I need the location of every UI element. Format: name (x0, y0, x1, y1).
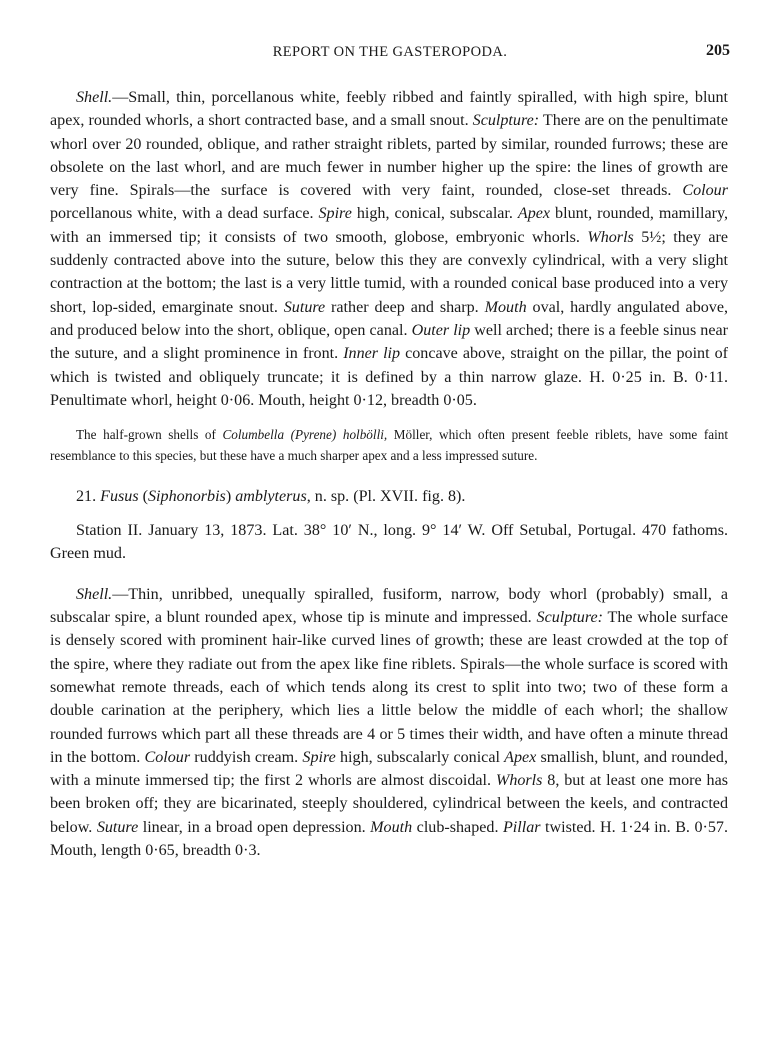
species-heading: 21. Fusus (Siphonorbis) amblyterus, n. sp. (Pl. XVII. fig. 8). (76, 488, 466, 506)
fusus-description-paragraph (50, 583, 728, 863)
apex-text: blunt, rounded, mamillary, with an immersed tip; it consists of two smooth, globose, embryonic whorls. (50, 205, 728, 246)
page-number: 205 (706, 42, 730, 59)
shell-text: —Thin, unribbed, unequally spiralled, fusiform, narrow, body whorl (probably) small, a subscalar spire, a blunt rounded apex, whose tip is minute and impressed. (50, 585, 728, 627)
apex-text: smallish, blunt, and rounded, with a minute immersed tip; the first 2 whorls are almost discoidal. (50, 748, 728, 790)
apex-lead: Apex (504, 748, 537, 766)
colour-text: ruddyish cream. (190, 748, 299, 766)
running-head: REPORT ON THE GASTEROPODA. (272, 44, 508, 60)
species-epithet: amblyterus (235, 488, 307, 506)
colour-text: porcellanous white, with a dead surface. (50, 205, 314, 223)
shell-text: —Small, thin, porcellanous white, feebly ribbed and faintly spiralled, with high spire, blunt apex, rounded whorls, a short contracted base, and a small snout. (50, 89, 728, 130)
suture-lead: Suture (96, 818, 139, 836)
spire-text: high, conical, subscalar. (351, 205, 513, 223)
suture-lead: Suture (283, 298, 326, 316)
mouth-lead: Mouth (370, 818, 413, 836)
page-body (50, 86, 728, 862)
sculpture-lead: Sculpture: (536, 609, 603, 627)
apex-lead: Apex (517, 205, 551, 223)
pillar-text: twisted. H. 1·24 in. B. 0·57. Mouth, length 0·65, breadth 0·3. (50, 818, 728, 860)
mouth-text: club-shaped. (412, 818, 499, 836)
suture-text: linear, in a broad open depression. (138, 818, 366, 836)
page-header (50, 44, 730, 68)
sculpture-text: The whole surface is densely scored with prominent hair-like curved lines of growth; these are least crowded at the top of the spire, where they radiate out from the apex like fine riblets. Spirals—the whole surface is scored with somewhat remote threads, each of which tends along its crest to split into two; two of these form a double carination at the periphery, which lies a little below the middle of each whorl; the shallow rounded furrows which part all these threads are 4 or 5 times their width, and have often a minute thread in the bottom. (50, 609, 728, 766)
sculpture-lead: Sculpture: (472, 112, 540, 130)
inner-lip-text: concave above, straight on the pillar, the point of which is twisted and obliquely truncate; it is defined by a thin narrow glaze. H. 0·25 in. B. 0·11. Penultimate whorl, height 0·06. Mouth, height 0·12, breadth 0·05. (50, 345, 729, 409)
whorls-lead: Whorls (495, 772, 543, 790)
species-subgenus: Siphonorbis (148, 488, 226, 506)
species-genus: Fusus (100, 488, 139, 506)
species-number: 21. (76, 488, 97, 506)
shell-lead: Shell. (76, 89, 113, 106)
inner-lip-lead: Inner lip (343, 345, 401, 363)
spire-lead: Spire (318, 205, 352, 223)
whorls-text: 5½; they are suddenly contracted above into the suture, below this they are convexly cylindrical, with a very slight contraction at the bottom; the last is a very little tumid, with a rounded conical base produced into a very short, lop-sided, emarginate snout. (50, 228, 728, 316)
pillar-lead: Pillar (502, 818, 541, 836)
shell-description-paragraph (50, 86, 728, 412)
suture-text: rather deep and sharp. (325, 298, 479, 316)
spire-text: high, subscalarly conical (335, 748, 500, 766)
mouth-lead: Mouth (484, 298, 527, 316)
whorls-text: 8, but at least one more has been broken off; they are bicarinated, steeply shouldered, cylindrical between the keels, and contracted below. (50, 772, 728, 836)
mouth-text: oval, hardly angulated above, and produced below into the short, oblique, open canal. (50, 298, 729, 339)
note-text-2: Möller, which often present feeble riblets, have some faint resemblance to this species, but these have a much sharper apex and a less impressed suture. (50, 427, 728, 463)
comparison-note (50, 425, 728, 466)
note-species-name: Columbella (Pyrene) holbölli, (222, 427, 388, 443)
outer-lip-lead: Outer lip (411, 321, 471, 339)
note-text-1: The half-grown shells of (76, 427, 223, 443)
colour-lead: Colour (144, 748, 191, 766)
station-paragraph: Station II. January 13, 1873. Lat. 38° 10′ N., long. 9° 14′ W. Off Setubal, Portugal. 470 fathoms. Green mud. (50, 522, 728, 563)
species-plate-ref: , n. sp. (Pl. XVII. fig. 8). (306, 488, 466, 506)
colour-lead: Colour (682, 182, 728, 200)
spire-lead: Spire (302, 748, 336, 766)
shell-lead: Shell. (76, 585, 113, 603)
sculpture-text: There are on the penultimate whorl over 20 rounded, oblique, and rather straight riblets, parted by similar, rounded furrows; these are obsolete on the last whorl, and are much fewer in number higher up the spire: the lines of growth are very fine. Spirals—the surface is covered with very faint, rounded, close-set threads. (50, 112, 728, 200)
whorls-lead: Whorls (587, 228, 634, 246)
outer-lip-text: well arched; there is a feeble sinus near the suture, and a slight prominence in front. (50, 321, 728, 363)
